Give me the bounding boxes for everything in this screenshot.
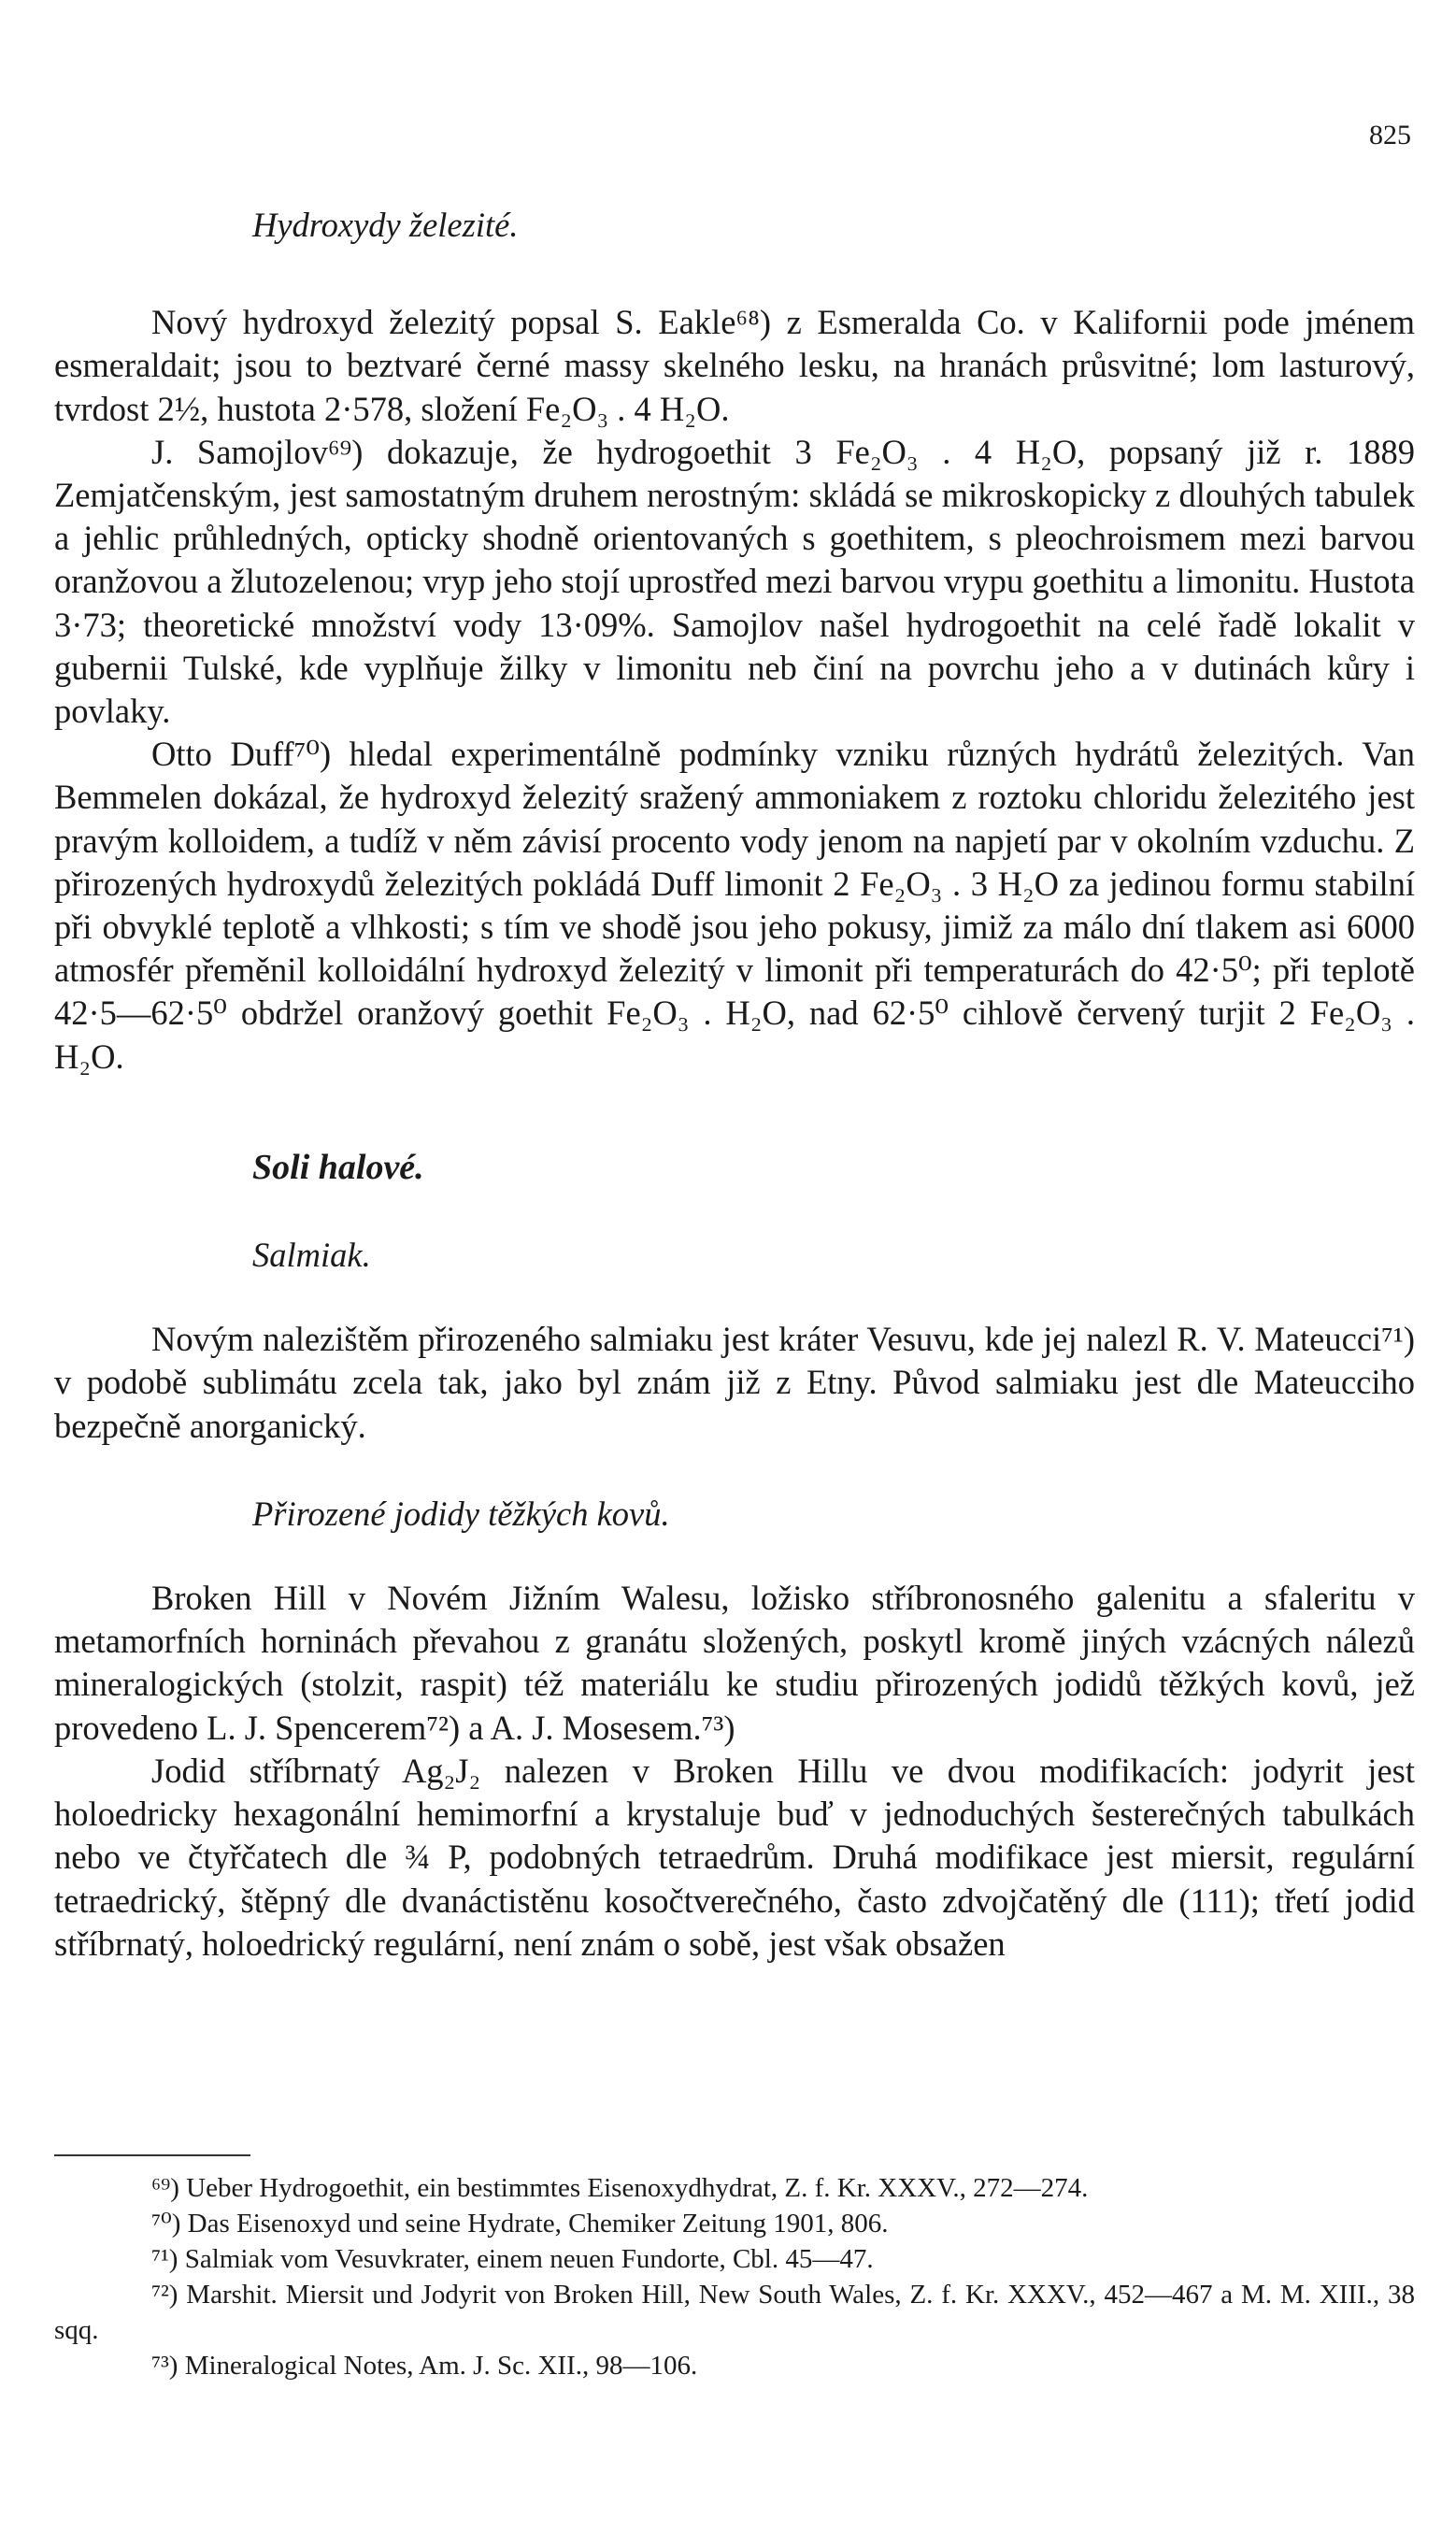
paragraph-esmeraldait: Nový hydroxyd železitý popsal S. Eakle⁶⁸) z Esmeralda Co. v Kalifornii pode jménem esmeraldait; jsou to beztvaré černé massy skelného lesku, na hranách průsvitné; lom lasturový, tvrdost 2½, hustota 2·578, složení Fe₂O₃ . 4 H₂O. [54, 303, 1415, 428]
paragraph-jodid: Jodid stříbrnatý Ag₂J₂ nalezen v Broken Hillu ve dvou modifikacích: jodyrit jest holoedricky hexagonální hemimorfní a krystaluje buď v jednoduchých šesterečných tabulkách nebo ve čtyřčatech dle ¾ P, podobných tetraedrům. Druhá modifikace jest miersit, regulární tetraedrický, štěpný dle dvanáctistěnu kosočtverečného, často zdvojčatěný dle (111); třetí jodid stříbrnatý, holoedrický regulární, není znám o sobě, jest však obsažen [54, 1751, 1415, 1963]
footnotes [54, 2170, 1415, 2383]
section-title-salmiak: Salmiak. [252, 1236, 371, 1275]
section-title-hydroxydy: Hydroxydy železité. [252, 206, 519, 244]
main-text [54, 204, 1415, 1966]
section-title-soli: Soli halové. [252, 1147, 424, 1187]
page-number: 825 [1369, 120, 1411, 150]
paragraph-broken-hill: Broken Hill v Novém Jižním Walesu, ložisko stříbronosného galenitu a sfaleritu v metamorfních horninách převahou z granátu složených, poskytl kromě jiných vzácných nálezů mineralogických (stolzit, raspit) též materiálu ke studiu přirozených jodidů těžkých kovů, jež provedeno L. J. Spencerem⁷²) a A. J. Mosesem.⁷³) [54, 1579, 1415, 1747]
footnote-divider [54, 2154, 250, 2156]
footnote-69: ⁶⁹) Ueber Hydrogoethit, ein bestimmtes Eisenoxydhydrat, Z. f. Kr. XXXV., 272—274. [151, 2173, 1089, 2203]
paragraph-duff: Otto Duff⁷⁰) hledal experimentálně podmínky vzniku různých hydrátů železitých. Van Bemmelen dokázal, že hydroxyd železitý sražený ammoniakem z roztoku chloridu železitého jest pravým kolloidem, a tudíž v něm závisí procento vody jenom na napjetí par v okolním vzduchu. Z přirozených hydroxydů železitých pokládá Duff limonit 2 Fe₂O₃ . 3 H₂O za jedinou formu stabilní při obvyklé teplotě a vlhkosti; s tím ve shodě jsou jeho pokusy, jimiž za málo dní tlakem asi 6000 atmosfér přeměnil kolloidální hydroxyd železitý v limonit při temperaturách do 42·5⁰; při teplotě 42·5—62·5⁰ obdržel oranžový goethit Fe₂O₃ . H₂O, nad 62·5⁰ cihlově červený turjit 2 Fe₂O₃ . H₂O. [54, 735, 1415, 1076]
paragraph-salmiak: Novým nalezištěm přirozeného salmiaku jest kráter Vesuvu, kde jej nalezl R. V. Mateucci⁷¹) v podobě sublimátu zcela tak, jako byl znám již z Etny. Původ salmiaku jest dle Mateucciho bezpečně anorganický. [54, 1320, 1415, 1445]
paragraph-hydrogoethit: J. Samojlov⁶⁹) dokazuje, že hydrogoethit 3 Fe₂O₃ . 4 H₂O, popsaný již r. 1889 Zemjatčenským, jest samostatným druhem nerostným: skládá se mikroskopicky z dlouhých tabulek a jehlic průhledných, opticky shodně orientovaných s goethitem, s pleochroismem mezi barvou oranžovou a žlutozelenou; vryp jeho stojí uprostřed mezi barvou vrypu goethitu a limonitu. Hustota 3·73; theoretické množství vody 13·09%. Samojlov našel hydrogoethit na celé řadě lokalit v gubernii Tulské, kde vyplňuje žilky v limonitu neb činí na povrchu jeho a v dutinách kůry i povlaky. [54, 432, 1415, 731]
footnote-72: ⁷²) Marshit. Miersit und Jodyrit von Broken Hill, New South Wales, Z. f. Kr. XXXV., 452—467 a M. M. XIII., 38 sqq. [54, 2280, 1415, 2345]
section-title-jodidy: Přirozené jodidy těžkých kovů. [252, 1494, 670, 1533]
footnote-73: ⁷³) Mineralogical Notes, Am. J. Sc. XII., 98—106. [151, 2351, 698, 2381]
footnote-70: ⁷⁰) Das Eisenoxyd und seine Hydrate, Chemiker Zeitung 1901, 806. [151, 2209, 889, 2239]
footnote-71: ⁷¹) Salmiak vom Vesuvkrater, einem neuen Fundorte, Cbl. 45—47. [151, 2244, 874, 2274]
